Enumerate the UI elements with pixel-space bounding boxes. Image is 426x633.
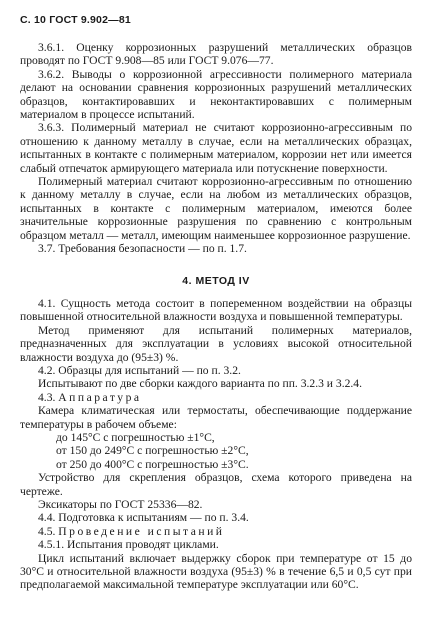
temp-range-2: от 150 до 249°С с погрешностью ±2°С, <box>56 444 249 458</box>
paragraph-4-4: 4.4. Подготовка к испытаниям — по п. 3.4. <box>38 511 249 525</box>
paragraph-4-1: 4.1. Сущность метода состоит в попеременном воздействии на образцы повышенной относительной влажности воздуха и повышенной температуры. <box>20 296 412 324</box>
paragraph-3-6-3: 3.6.3. Полимерный материал не считают коррозионно-агрессивным по отношению к данному металлу в случае, если на металлических образцах, испытанных в контакте с полимерным материалом, коррозии нет или имеется слабый отпечаток армирующего материала или потускнение поверхности. <box>20 121 412 175</box>
page-header: С. 10 ГОСТ 9.902—81 <box>20 14 131 26</box>
document-body <box>20 41 412 592</box>
paragraph-method-use: Метод применяют для испытаний полимерных материалов, предназначенных для эксплуатации в условиях высокой относительной влажности воздуха до (95±3) %. <box>20 323 412 364</box>
paragraph-4-2-assemblies: Испытывают по две сборки каждого варианта по пп. 3.2.3 и 3.2.4. <box>38 377 362 391</box>
paragraph-3-6-2: 3.6.2. Выводы о коррозионной агрессивности полимерного материала делают на основании сравнения коррозионных разрушений металлических образцов, контактировавших и неконтактировавших с полимерным материалом в процессе испытаний. <box>20 67 412 122</box>
paragraph-4-3-heading <box>20 391 412 404</box>
paragraph-4-3-number: 4.3. <box>38 390 56 404</box>
paragraph-device: Устройство для скрепления образцов, схема которого приведена на чертеже. <box>20 471 412 498</box>
section-title: 4. МЕТОД IV <box>182 274 250 287</box>
paragraph-4-3-text: Камера климатическая или термостаты, обеспечивающие поддержание температуры в рабочем объеме: <box>20 404 412 431</box>
paragraph-cycle: Цикл испытаний включает выдержку сборок при температуре от 15 до 30°С и относительной влажности воздуха (95±3) % в течение 6,5 и 0,5 сут при предполагаемой максимальной температуре эксплуатации или 60°С. <box>20 551 412 592</box>
paragraph-4-5-number: 4.5. <box>38 524 56 538</box>
paragraph-4-3-title: Аппаратура <box>58 390 142 404</box>
paragraph-3-6-1: 3.6.1. Оценку коррозионных разрушений металлических образцов проводят по ГОСТ 9.908—85 или ГОСТ 9.076—77. <box>20 41 412 68</box>
paragraph-4-5-1: 4.5.1. Испытания проводят циклами. <box>38 538 219 552</box>
temp-range-1: до 145°С с погрешностью ±1°С, <box>56 430 215 444</box>
temp-range-3: от 250 до 400°С с погрешностью ±3°С. <box>56 457 249 471</box>
paragraph-3-7: 3.7. Требования безопасности — по п. 1.7. <box>38 242 247 256</box>
paragraph-4-5-title: Проведение испытаний <box>58 524 225 538</box>
paragraph-exsiccators: Эксикаторы по ГОСТ 25336—82. <box>38 498 203 511</box>
paragraph-4-2: 4.2. Образцы для испытаний — по п. 3.2. <box>38 363 241 377</box>
paragraph-aggressive: Полимерный материал считают коррозионно-агрессивным по отношению к данному металлу в случае, если на любом из металлических образцов, испытанных в контакте с полимерным материалом, имеются более значительные коррозионные разрушения по сравнению с контрольным образцом металл — металл, имеющим наименьшее коррозионное разрушение. <box>20 175 412 242</box>
paragraph-4-5-heading <box>20 525 412 538</box>
